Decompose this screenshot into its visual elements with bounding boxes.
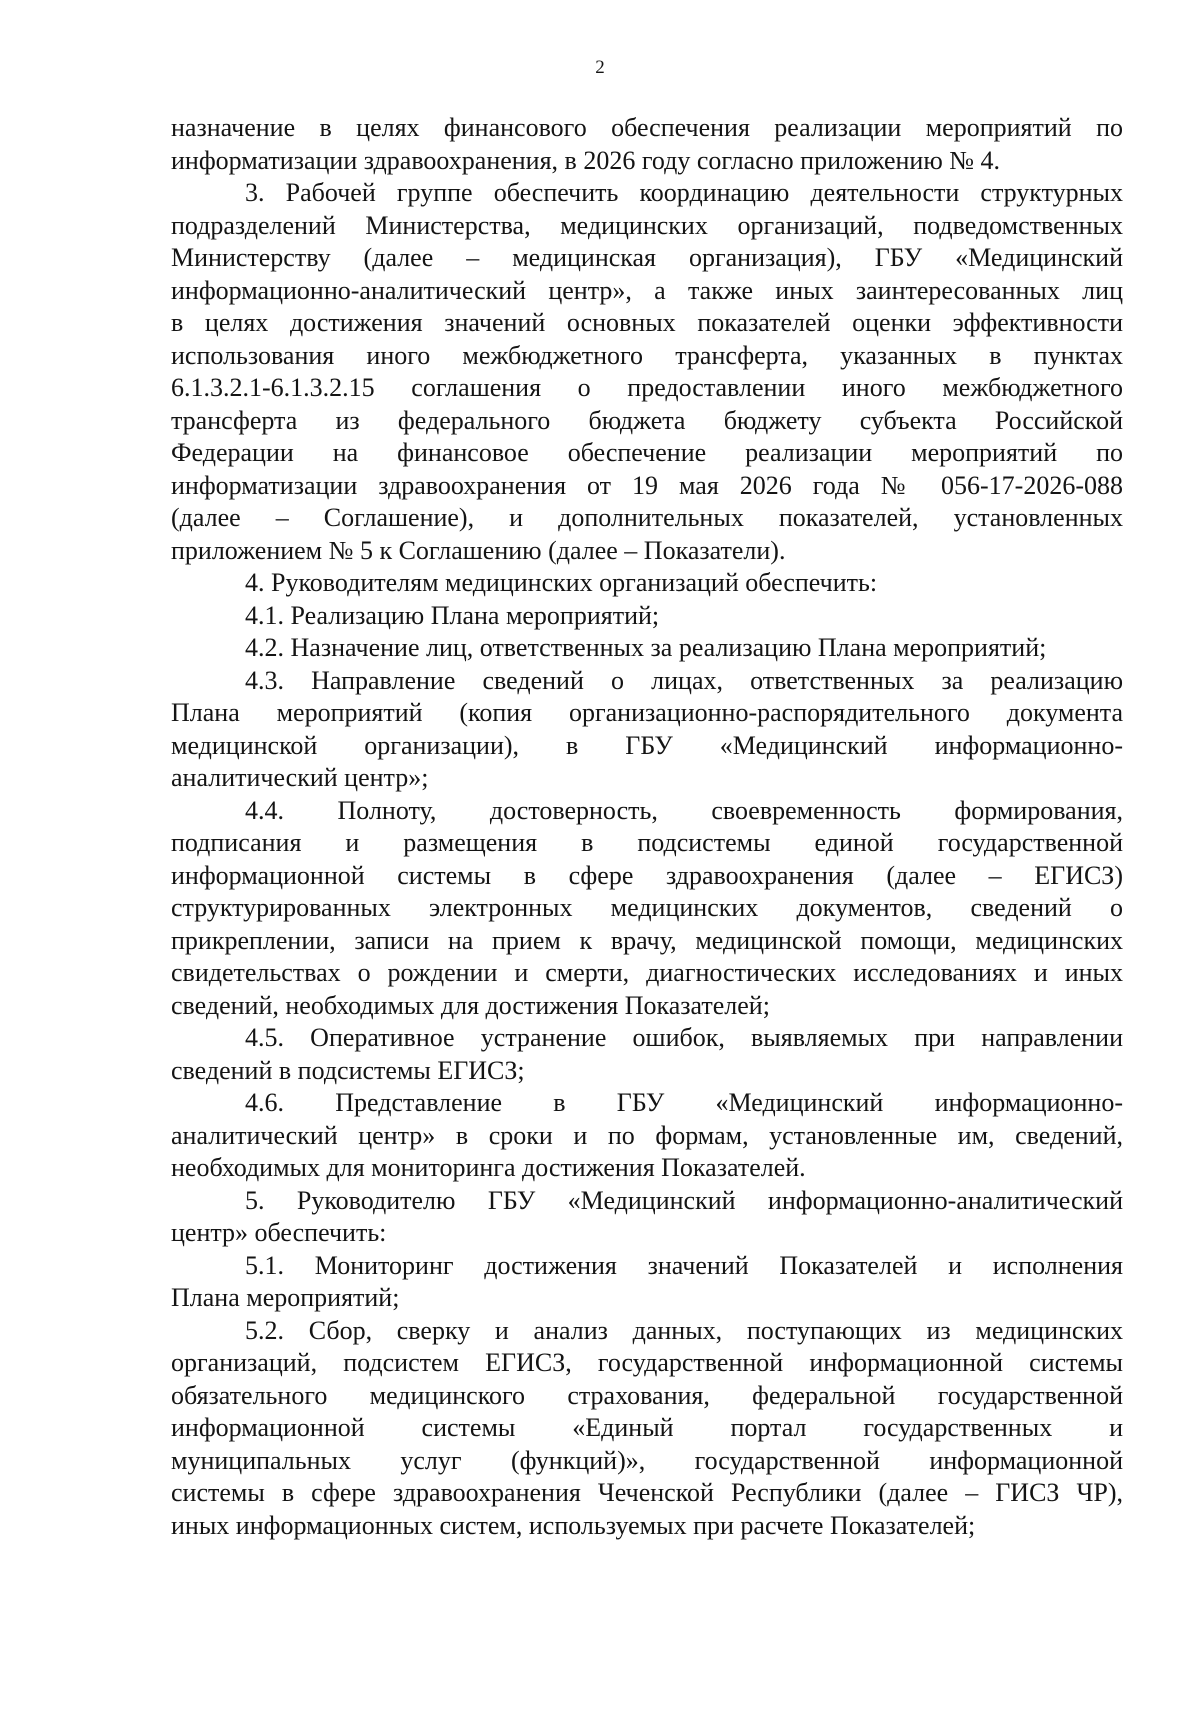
text-line: информатизации здравоохранения от 19 мая 2026 года № 056-17-2026-088 (171, 470, 1123, 500)
text-line: прикреплении, записи на прием к врачу, медицинской помощи, медицинских (171, 925, 1123, 955)
text-line: 4.6. Представление в ГБУ «Медицинский информационно- (245, 1088, 1123, 1117)
text-line: аналитический центр» в сроки и по формам, установленные им, сведений, (171, 1120, 1123, 1150)
text-line: в целях достижения значений основных показателей оценки эффективности (171, 308, 1123, 337)
paragraph-5-2 (171, 1315, 1123, 1543)
text-line: необходимых для мониторинга достижения Показателей. (171, 1153, 806, 1182)
page-number: 2 (595, 57, 605, 78)
text-line: организаций, подсистем ЕГИСЗ, государственной информационной системы (171, 1348, 1123, 1377)
text-line: Плана мероприятий (копия организационно-распорядительного документа (171, 698, 1123, 727)
text-line: сведений, необходимых для достижения Показателей; (171, 990, 770, 1020)
text-line: подразделений Министерства, медицинских организаций, подведомственных (171, 210, 1123, 240)
paragraph-3 (171, 177, 1123, 567)
text-line: 4.4. Полноту, достоверность, своевременность формирования, (245, 795, 1123, 825)
text-line: информационной системы в сфере здравоохранения (далее – ЕГИСЗ) (171, 860, 1123, 890)
paragraph-5-1 (171, 1250, 1123, 1315)
text-line: подписания и размещения в подсистемы единой государственной (171, 828, 1123, 857)
text-line: 4. Руководителям медицинских организаций обеспечить: (245, 568, 878, 597)
text-line: 4.5. Оперативное устранение ошибок, выявляемых при направлении (245, 1023, 1123, 1052)
paragraph-5 (171, 1185, 1123, 1250)
text-line: свидетельствах о рождении и смерти, диагностических исследованиях и иных (171, 958, 1123, 987)
paragraph-4 (171, 567, 1123, 600)
text-line: 4.3. Направление сведений о лицах, ответственных за реализацию (245, 665, 1123, 695)
text-line: 3. Рабочей группе обеспечить координацию деятельности структурных (245, 178, 1123, 207)
paragraph-4-3 (171, 665, 1123, 795)
text-line: приложением № 5 к Соглашению (далее – Показатели). (171, 535, 786, 565)
paragraph-4-2 (171, 632, 1123, 665)
text-line: 6.1.3.2.1-6.1.3.2.15 соглашения о предоставлении иного межбюджетного (171, 373, 1123, 402)
text-line: (далее – Соглашение), и дополнительных показателей, установленных (171, 503, 1123, 532)
document-body (171, 112, 1123, 1542)
text-line: медицинской организации), в ГБУ «Медицинский информационно- (171, 730, 1123, 760)
text-line: назначение в целях финансового обеспечения реализации мероприятий по (171, 113, 1123, 142)
text-line: иных информационных систем, используемых при расчете Показателей; (171, 1510, 976, 1540)
text-line: Федерации на финансовое обеспечение реализации мероприятий по (171, 438, 1123, 467)
text-line: 5.1. Мониторинг достижения значений Показателей и исполнения (245, 1250, 1123, 1280)
text-line: 5.2. Сбор, сверку и анализ данных, поступающих из медицинских (245, 1315, 1123, 1345)
paragraph-4-5 (171, 1022, 1123, 1087)
paragraph-intro (171, 112, 1123, 177)
text-line: системы в сфере здравоохранения Чеченской Республики (далее – ГИСЗ ЧР), (171, 1478, 1123, 1507)
paragraph-4-6 (171, 1087, 1123, 1185)
text-line: структурированных электронных медицинских документов, сведений о (171, 893, 1123, 922)
text-line: муниципальных услуг (функций)», государственной информационной (171, 1445, 1123, 1475)
text-line: использования иного межбюджетного трансферта, указанных в пунктах (171, 340, 1123, 370)
text-line: аналитический центр»; (171, 763, 429, 792)
text-line: 4.1. Реализацию Плана мероприятий; (245, 600, 660, 630)
paragraph-4-4 (171, 795, 1123, 1023)
text-line: Министерству (далее – медицинская организация), ГБУ «Медицинский (171, 243, 1123, 272)
text-line: информационно-аналитический центр», а также иных заинтересованных лиц (171, 275, 1123, 305)
text-line: центр» обеспечить: (171, 1218, 387, 1247)
text-line: 4.2. Назначение лиц, ответственных за реализацию Плана мероприятий; (245, 633, 1047, 662)
text-line: информационной системы «Единый портал государственных и (171, 1413, 1123, 1442)
text-line: сведений в подсистемы ЕГИСЗ; (171, 1055, 525, 1085)
text-line: информатизации здравоохранения, в 2026 году согласно приложению № 4. (171, 145, 1001, 175)
paragraph-4-1 (171, 600, 1123, 633)
text-line: трансферта из федерального бюджета бюджету субъекта Российской (171, 405, 1123, 435)
text-line: Плана мероприятий; (171, 1283, 400, 1312)
text-line: 5. Руководителю ГБУ «Медицинский информационно-аналитический (245, 1185, 1123, 1215)
text-line: обязательного медицинского страхования, федеральной государственной (171, 1380, 1123, 1410)
